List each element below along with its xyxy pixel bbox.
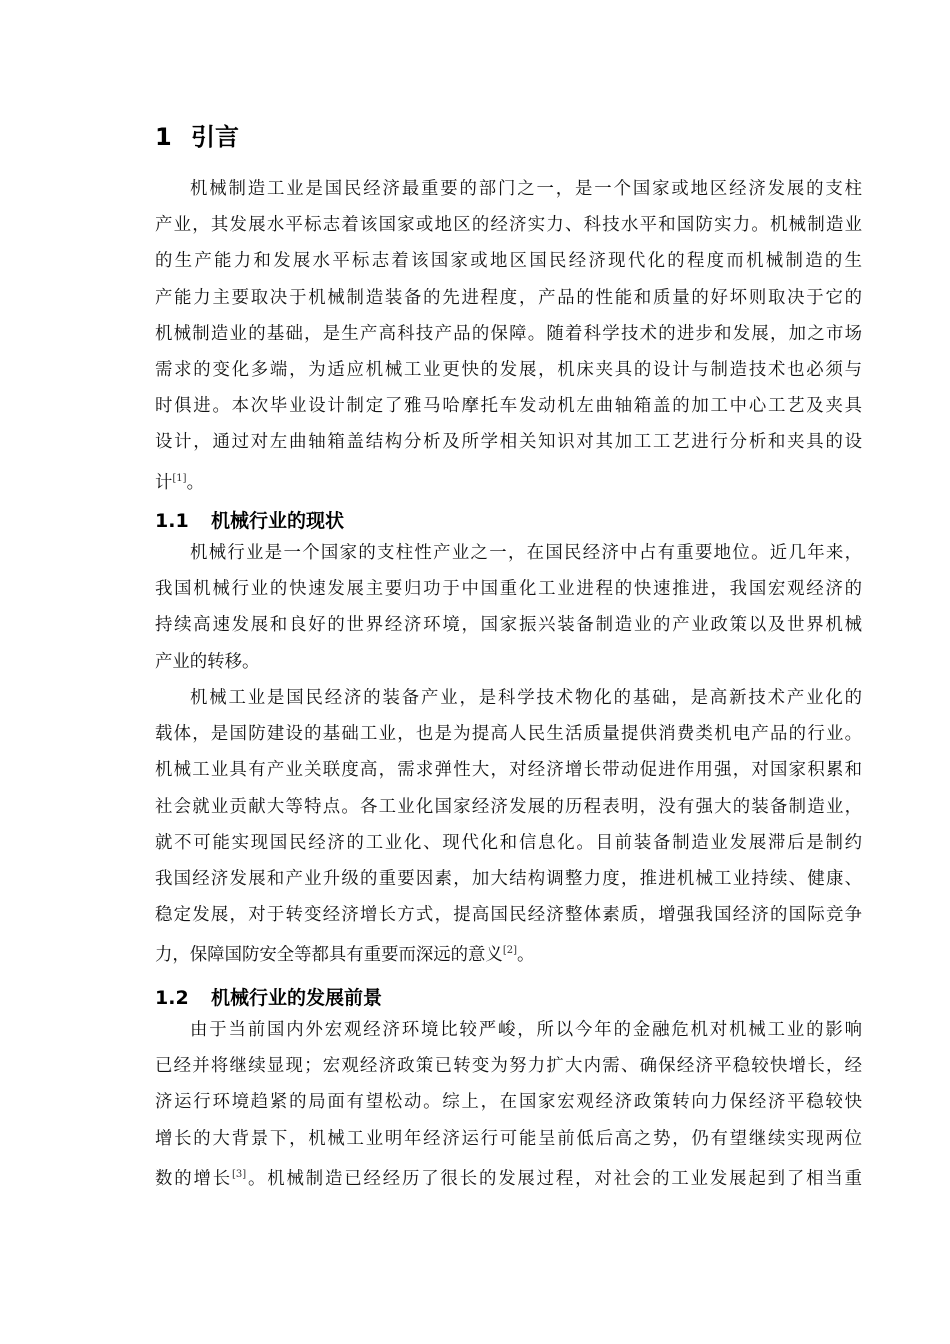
text-fragment: 。 [517,945,535,966]
chapter-title: 引言 [191,123,239,151]
section-number: 1.2 [155,987,189,1009]
text-line: 载体，是国防建设的基础工业，也是为提高人民生活质量提供消费类机电产品的行业。 [155,724,862,745]
text-line: 由于当前国内外宏观经济环境比较严峻，所以今年的金融危机对机械工业的影响 [190,1020,862,1040]
citation-marker: [3] [231,1168,247,1180]
text-line: 机械工业是国民经济的装备产业，是科学技术物化的基础，是高新技术产业化的 [190,688,862,708]
citation-marker: [1] [172,472,187,484]
text-fragment: 计 [155,472,173,493]
body-paragraph [155,535,862,680]
text-line: 机械制造工业是国民经济最重要的部门之一，是一个国家或地区经济发展的支柱 [190,179,862,199]
text-line: 机械工业具有产业关联度高，需求弹性大，对经济增长带动促进作用强，对国家积累和 [155,760,862,781]
text-line: 需求的变化多端，为适应机械工业更快的发展，机床夹具的设计与制造技术也必须与 [155,360,862,381]
citation-marker: [2] [502,945,517,957]
text-fragment: 。机械制造已经经历了很长的发展过程，对社会的工业发展起到了相当重 [246,1168,862,1189]
text-line [155,461,862,501]
text-line: 稳定发展，对于转变经济增长方式，提高国民经济整体素质，增强我国经济的国际竞争 [155,905,862,926]
text-line [155,933,862,973]
text-line: 已经并将继续显现；宏观经济政策已转变为努力扩大内需、确保经济平稳较快增长，经 [155,1056,862,1077]
text-line: 产能力主要取决于机械制造装备的先进程度，产品的性能和质量的好坏则取决于它的 [155,287,862,308]
section-number: 1.1 [155,510,189,532]
text-line: 时俱进。本次毕业设计制定了雅马哈摩托车发动机左曲轴箱盖的加工中心工艺及夹具 [155,396,862,417]
text-line: 济运行环境趋紧的局面有望松动。综上，在国家宏观经济政策转向力保经济平稳较快 [155,1092,862,1113]
text-fragment: 。 [186,472,204,493]
text-line: 我国机械行业的快速发展主要归功于中国重化工业进程的快速推进，我国宏观经济的 [155,579,862,600]
text-line: 的生产能力和发展水平标志着该国家或地区国民经济现代化的程度而机械制造的生 [155,251,862,272]
text-line: 社会就业贡献大等特点。各工业化国家经济发展的历程表明，没有强大的装备制造业， [155,796,862,817]
chapter-number: 1 [155,123,172,151]
intro-paragraph [155,171,862,501]
text-line: 持续高速发展和良好的世界经济环境，国家振兴装备制造业的产业政策以及世界机械 [155,615,862,636]
body-paragraph [155,680,862,974]
text-line: 机械行业是一个国家的支柱性产业之一，在国民经济中占有重要地位。近几年来， [190,543,862,563]
text-line: 设计，通过对左曲轴箱盖结构分析及所学相关知识对其加工工艺进行分析和夹具的设 [155,432,862,453]
text-line: 我国经济发展和产业升级的重要因素，加大结构调整力度，推进机械工业持续、健康、 [155,869,862,890]
body-paragraph [155,1012,862,1197]
text-line [155,1157,862,1197]
section-title: 机械行业的发展前景 [211,987,383,1009]
text-fragment: 数的增长 [155,1168,232,1189]
section-title: 机械行业的现状 [211,510,345,532]
text-line: 增长的大背景下，机械工业明年经济运行可能呈前低后高之势，仍有望继续实现两位 [155,1128,862,1149]
text-line: 产业，其发展水平标志着该国家或地区的经济实力、科技水平和国防实力。机械制造业 [155,215,862,236]
text-line: 产业的转移。 [155,651,260,672]
text-line: 机械制造业的基础，是生产高科技产品的保障。随着科学技术的进步和发展，加之市场 [155,323,862,344]
text-line: 就不可能实现国民经济的工业化、现代化和信息化。目前装备制造业发展滞后是制约 [155,832,862,853]
text-fragment: 力，保障国防安全等都具有重要而深远的意义 [155,945,503,966]
section-heading [155,985,382,1011]
section-heading [155,508,344,534]
chapter-heading [155,122,239,152]
